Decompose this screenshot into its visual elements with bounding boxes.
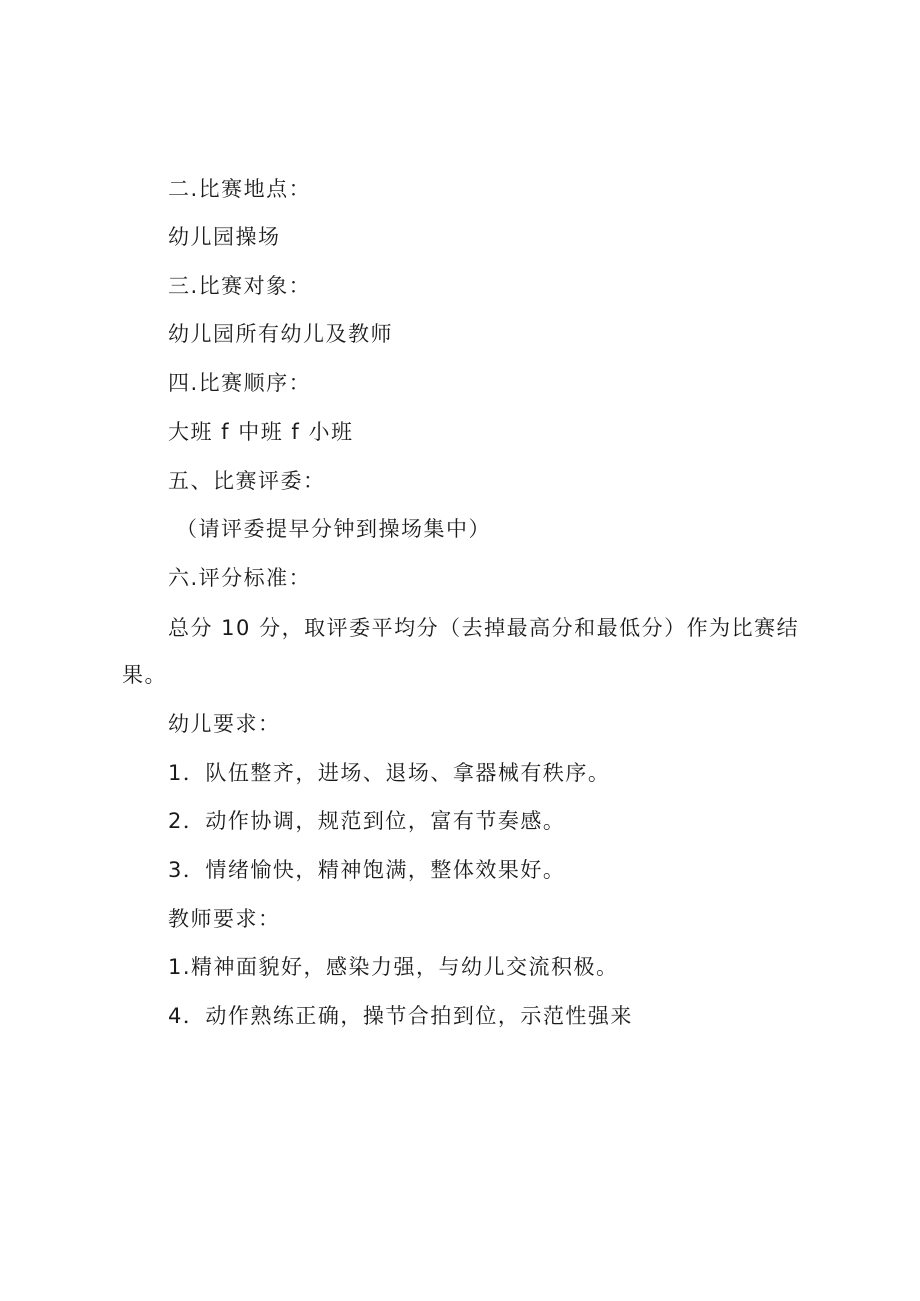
section-5-content: （请评委提早分钟到操场集中） bbox=[176, 517, 491, 541]
teacher-requirements-heading: 教师要求： bbox=[168, 907, 281, 931]
teacher-requirement-1: 1.精神面貌好，感染力强，与幼儿交流积极。 bbox=[168, 955, 619, 979]
scoring-paragraph-line-2: 果。 bbox=[122, 663, 167, 687]
child-requirement-3: 3．情绪愉快，精神饱满，整体效果好。 bbox=[168, 858, 566, 882]
teacher-requirement-4: 4．动作熟练正确，操节合拍到位，示范性强来 bbox=[168, 1004, 633, 1028]
child-requirements-heading: 幼儿要求： bbox=[168, 712, 281, 736]
section-4-heading: 四.比赛顺序： bbox=[168, 371, 312, 395]
child-requirement-1: 1．队伍整齐，进场、退场、拿器械有秩序。 bbox=[168, 761, 611, 785]
section-3-content: 幼儿园所有幼儿及教师 bbox=[168, 322, 393, 346]
section-5-heading: 五、比赛评委： bbox=[168, 469, 326, 493]
section-2-heading: 二.比赛地点： bbox=[168, 177, 312, 201]
section-4-content: 大班 f 中班 f 小班 bbox=[168, 420, 354, 444]
child-requirement-2: 2．动作协调，规范到位，富有节奏感。 bbox=[168, 809, 566, 833]
scoring-paragraph-line-1: 总分 10 分，取评委平均分（去掉最高分和最低分）作为比赛结 bbox=[168, 616, 800, 640]
section-3-heading: 三.比赛对象： bbox=[168, 274, 312, 298]
section-2-content: 幼儿园操场 bbox=[168, 225, 281, 249]
section-6-heading: 六.评分标准： bbox=[168, 566, 312, 590]
